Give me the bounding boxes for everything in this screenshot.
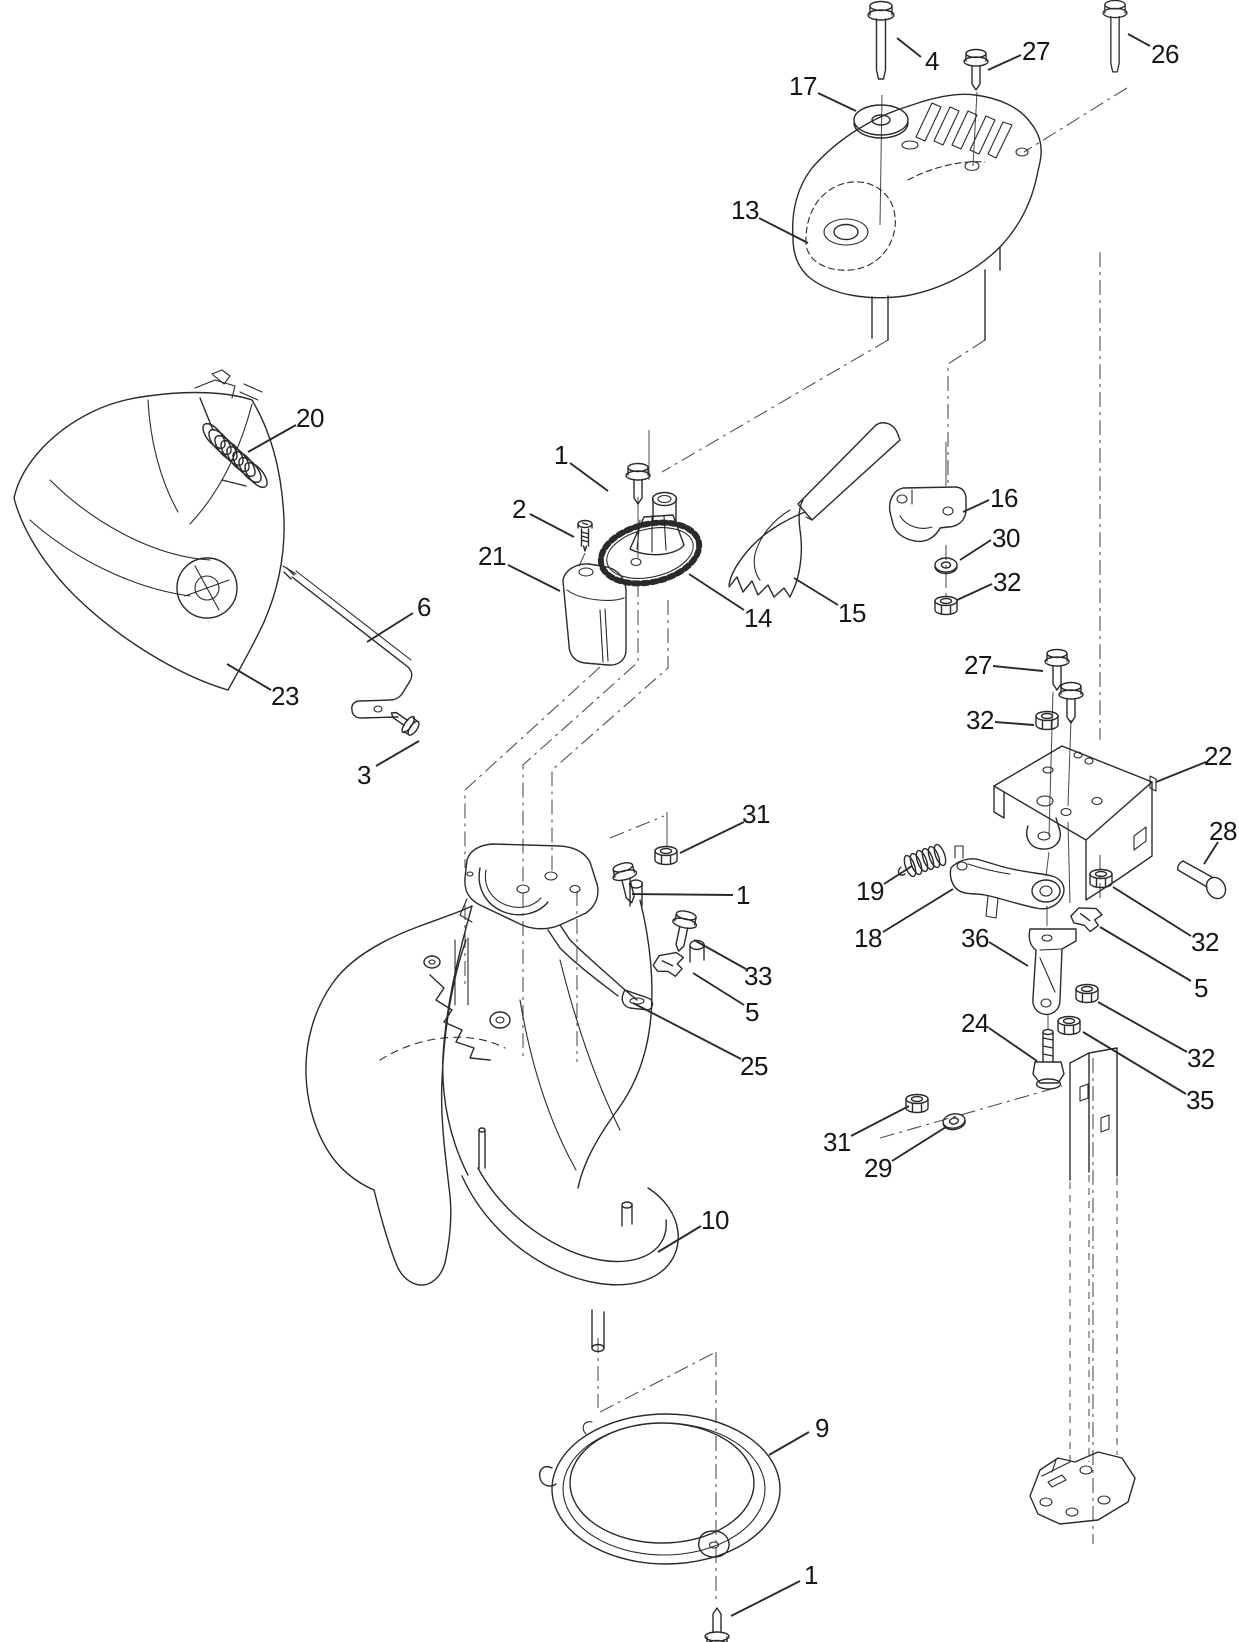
callout-leader-32: [1113, 887, 1191, 936]
part-32-nut-d-icon: [1076, 985, 1098, 1003]
callout-label-2: 2: [512, 494, 526, 524]
centerline-gear-left: [523, 582, 638, 884]
centerline-nut31a: [610, 816, 664, 838]
callout-leader-23: [227, 664, 271, 690]
callout-leader-9: [769, 1432, 809, 1455]
callout-label-16: 16: [990, 483, 1018, 513]
part-22-bracket: [994, 746, 1156, 900]
callout-label-32: 32: [1191, 927, 1219, 957]
callout-leader-5: [1100, 927, 1191, 981]
guide-bolt27a: [973, 92, 977, 166]
callout-label-30: 30: [992, 523, 1020, 553]
callout-label-20: 20: [296, 403, 324, 433]
callout-label-1: 1: [736, 880, 750, 910]
callout-label-21: 21: [478, 541, 506, 571]
centerline-bolt26: [1024, 88, 1127, 152]
thin-guide-lines: [579, 92, 1117, 1462]
part-13-housing: [793, 94, 1041, 340]
callout-leader-32: [1098, 1002, 1187, 1052]
centerline-chute-to-ring: [598, 1338, 716, 1602]
callout-leader-31: [851, 1106, 909, 1136]
callout-leader-18: [883, 889, 953, 932]
callout-label-19: 19: [856, 876, 884, 906]
callout-label-33: 33: [744, 961, 772, 991]
callout-label-32: 32: [993, 567, 1021, 597]
callout-label-27: 27: [964, 650, 992, 680]
part-2-screw-icon: [578, 521, 592, 552]
callout-leader-21: [508, 565, 560, 591]
callout-leader-32: [995, 722, 1034, 725]
part-32-nut-a-icon: [935, 597, 957, 615]
callout-label-9: 9: [815, 1413, 829, 1443]
callout-leader-4: [897, 38, 921, 57]
callout-leader-2: [530, 514, 574, 537]
callout-label-29: 29: [864, 1153, 892, 1183]
part-33-bolt-icon: [667, 909, 699, 954]
centerline-housing-left: [662, 340, 888, 472]
part-6-rod: [284, 568, 412, 718]
centerline-gear-right: [552, 600, 668, 872]
part-31-nut-lower-icon: [906, 1095, 928, 1113]
callout-leader-22: [1156, 762, 1206, 782]
callout-layer: [227, 34, 1237, 1616]
callout-label-5: 5: [1194, 973, 1208, 1003]
callout-label-27: 27: [1022, 36, 1050, 66]
callout-leader-17: [818, 93, 856, 111]
part-32-nut-b-icon: [1036, 712, 1058, 730]
part-26-bolt-icon: [1103, 1, 1127, 72]
callout-leader-1: [632, 894, 733, 895]
callout-leader-13: [759, 218, 808, 243]
callout-leader-33: [694, 940, 746, 969]
callout-leader-30: [960, 540, 991, 560]
part-36-bracket: [1029, 929, 1076, 1014]
callout-label-5: 5: [745, 997, 759, 1027]
part-19-spring: [898, 843, 948, 878]
callout-label-18: 18: [854, 923, 882, 953]
centerline-plate-to-chute: [465, 891, 577, 1062]
callout-label-35: 35: [1186, 1085, 1214, 1115]
part-14-gear: [595, 493, 705, 593]
callout-label-17: 17: [789, 71, 817, 101]
callout-leader-1: [731, 1581, 800, 1616]
callout-label-22: 22: [1204, 741, 1232, 771]
callout-label-1: 1: [804, 1560, 818, 1590]
callout-leader-24: [989, 1028, 1037, 1061]
callout-leader-6: [367, 613, 413, 642]
callout-leader-20: [248, 425, 296, 452]
centerline-ring-diagonal: [600, 1352, 716, 1412]
callout-label-36: 36: [961, 923, 989, 953]
housing-vents: [916, 103, 1012, 158]
callout-leader-15: [794, 578, 838, 605]
callout-leader-35: [1083, 1032, 1186, 1094]
part-35-nut-icon: [1058, 1017, 1080, 1035]
callout-leader-3: [376, 741, 419, 766]
centerline-nut-washer: [880, 1086, 1062, 1138]
part-16-bracket: [890, 487, 966, 541]
callout-leader-16: [963, 500, 989, 512]
callout-label-31: 31: [742, 799, 770, 829]
callout-label-31: 31: [823, 1127, 851, 1157]
part-27-bolt-left-icon: [1045, 650, 1069, 691]
part-4-bolt-icon: [868, 2, 894, 80]
callout-label-25: 25: [740, 1051, 768, 1081]
callout-label-4: 4: [925, 46, 939, 76]
callout-label-1: 1: [554, 440, 568, 470]
part-31-nut-upper-icon: [655, 847, 677, 865]
callout-leader-26: [1128, 34, 1150, 46]
part-9-ring: [540, 1414, 780, 1564]
centerline-cover: [465, 667, 600, 868]
part-3-bolt-icon: [386, 705, 422, 738]
part-1-bolt-bottom-icon: [705, 1608, 729, 1642]
callout-leader-31: [680, 822, 744, 853]
callout-leader-36: [989, 942, 1028, 966]
assembly-centerlines: [465, 88, 1127, 1602]
callout-label-15: 15: [838, 598, 866, 628]
part-27-bolt-top-icon: [964, 50, 988, 91]
part-24-bolt-icon: [1033, 1030, 1064, 1090]
callout-label-14: 14: [744, 603, 772, 633]
callout-label-3: 3: [357, 760, 371, 790]
callout-leader-10: [658, 1226, 701, 1252]
callout-leader-27: [993, 666, 1043, 671]
part-15-handle: [729, 423, 900, 597]
callout-label-32: 32: [1187, 1043, 1215, 1073]
callout-label-10: 10: [701, 1205, 729, 1235]
callout-label-26: 26: [1151, 39, 1179, 69]
callout-leader-5: [693, 973, 744, 1005]
part-29-washer-icon: [942, 1112, 966, 1131]
part-28-pin: [1178, 861, 1230, 902]
part-10-chute: [306, 880, 704, 1352]
part-post-tube: [1030, 1048, 1135, 1524]
callout-label-32: 32: [966, 705, 994, 735]
callout-leader-1: [570, 463, 608, 491]
callout-label-24: 24: [961, 1008, 989, 1038]
callout-label-28: 28: [1209, 816, 1237, 846]
callout-label-13: 13: [731, 195, 759, 225]
part-23-deflector: [14, 370, 296, 690]
callout-label-23: 23: [271, 681, 299, 711]
part-5-clip-left-icon: [651, 948, 689, 982]
part-1-bolt-mid-icon: [610, 861, 643, 906]
callout-leader-27: [988, 55, 1021, 70]
callout-label-6: 6: [417, 592, 431, 622]
part-25-mount-plate: [460, 844, 653, 1010]
callout-leader-19: [884, 866, 912, 884]
callout-leader-32: [957, 584, 992, 600]
part-27-bolt-right-icon: [1059, 683, 1083, 724]
